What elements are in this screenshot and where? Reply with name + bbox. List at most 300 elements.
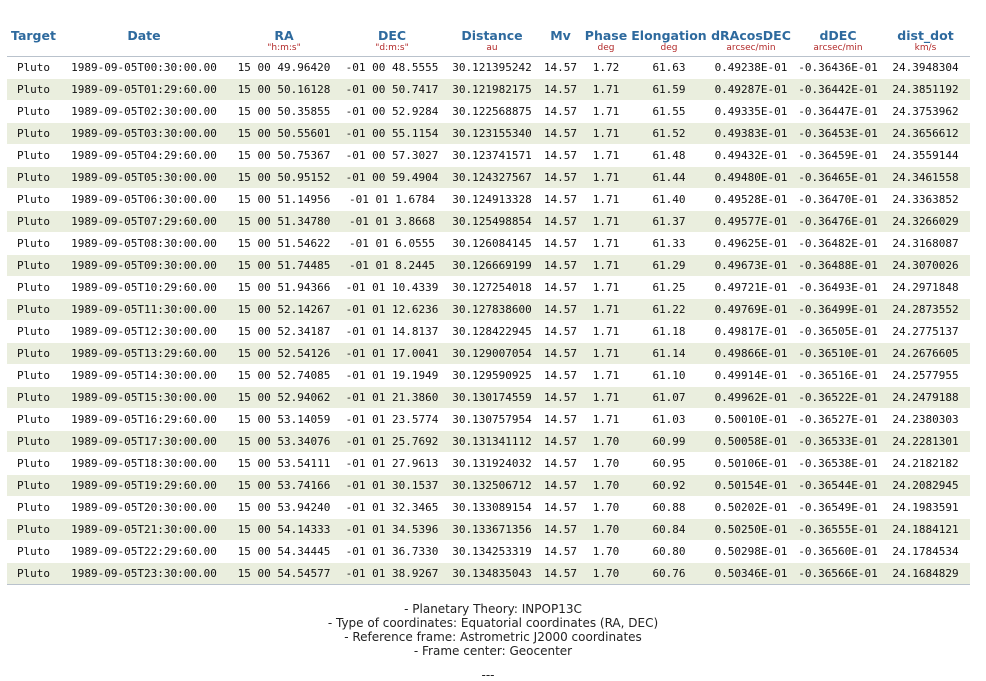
cell-target: Pluto [7,299,60,321]
cell-distance: 30.124913328 [444,189,540,211]
cell-mv: 14.57 [540,365,581,387]
cell-distance: 30.125498854 [444,211,540,233]
cell-ra: 15 00 51.14956 [228,189,340,211]
cell-dec: -01 01 17.0041 [340,343,444,365]
cell-date: 1989-09-05T18:30:00.00 [60,453,228,475]
cell-dec: -01 01 1.6784 [340,189,444,211]
cell-dist-dot: 24.3070026 [881,255,970,277]
cell-distance: 30.126084145 [444,233,540,255]
table-row [7,145,970,167]
cell-dracosdec: 0.49238E-01 [707,57,795,79]
col-unit-dec: "d:m:s" [340,43,444,57]
cell-mv: 14.57 [540,101,581,123]
cell-ddec: -0.36470E-01 [795,189,881,211]
note-coordinate-type: - Type of coordinates: Equatorial coordinates (RA, DEC) [327,616,659,630]
col-unit-dracosdec: arcsec/min [707,43,795,57]
cell-phase: 1.71 [581,145,631,167]
cell-distance: 30.133671356 [444,519,540,541]
col-unit-ddec: arcsec/min [795,43,881,57]
cell-date: 1989-09-05T15:30:00.00 [60,387,228,409]
cell-elongation: 60.99 [631,431,707,453]
cell-phase: 1.71 [581,123,631,145]
cell-date: 1989-09-05T07:29:60.00 [60,211,228,233]
cell-dec: -01 01 12.6236 [340,299,444,321]
cell-target: Pluto [7,189,60,211]
cell-ddec: -0.36499E-01 [795,299,881,321]
cell-elongation: 60.84 [631,519,707,541]
cell-ddec: -0.36522E-01 [795,387,881,409]
col-unit-distance: au [444,43,540,57]
table-row [7,431,970,453]
cell-phase: 1.70 [581,497,631,519]
cell-dracosdec: 0.49721E-01 [707,277,795,299]
cell-dec: -01 01 32.3465 [340,497,444,519]
table-row [7,541,970,563]
cell-phase: 1.70 [581,453,631,475]
table-row [7,475,970,497]
units-row [7,43,970,57]
cell-phase: 1.71 [581,211,631,233]
cell-mv: 14.57 [540,123,581,145]
col-header-date: Date [127,28,161,43]
cell-dist-dot: 24.2577955 [881,365,970,387]
cell-target: Pluto [7,167,60,189]
cell-phase: 1.71 [581,387,631,409]
ephemeris-table-body [7,57,970,585]
cell-date: 1989-09-05T08:30:00.00 [60,233,228,255]
cell-dec: -01 01 27.9613 [340,453,444,475]
cell-dist-dot: 24.2873552 [881,299,970,321]
cell-target: Pluto [7,365,60,387]
cell-ddec: -0.36516E-01 [795,365,881,387]
table-row [7,387,970,409]
cell-elongation: 61.48 [631,145,707,167]
cell-distance: 30.121982175 [444,79,540,101]
col-header-mv: Mv [550,28,571,43]
cell-distance: 30.131341112 [444,431,540,453]
table-row [7,365,970,387]
col-unit-date [60,43,228,57]
cell-dec: -01 00 50.7417 [340,79,444,101]
col-unit-phase: deg [581,43,631,57]
footer-separator: --- [481,668,495,681]
cell-dist-dot: 24.3168087 [881,233,970,255]
cell-dec: -01 01 23.5774 [340,409,444,431]
cell-elongation: 60.92 [631,475,707,497]
cell-date: 1989-09-05T11:30:00.00 [60,299,228,321]
cell-phase: 1.71 [581,277,631,299]
cell-phase: 1.71 [581,233,631,255]
cell-ddec: -0.36459E-01 [795,145,881,167]
cell-ra: 15 00 51.54622 [228,233,340,255]
cell-elongation: 61.52 [631,123,707,145]
cell-mv: 14.57 [540,563,581,585]
cell-target: Pluto [7,321,60,343]
cell-dist-dot: 24.3266029 [881,211,970,233]
cell-target: Pluto [7,101,60,123]
cell-date: 1989-09-05T06:30:00.00 [60,189,228,211]
cell-distance: 30.123155340 [444,123,540,145]
table-row [7,321,970,343]
cell-ra: 15 00 50.35855 [228,101,340,123]
cell-dec: -01 01 3.8668 [340,211,444,233]
note-planetary-theory: - Planetary Theory: INPOP13C [404,602,582,616]
cell-distance: 30.124327567 [444,167,540,189]
cell-dracosdec: 0.50346E-01 [707,563,795,585]
cell-dec: -01 01 25.7692 [340,431,444,453]
table-row [7,519,970,541]
table-row [7,453,970,475]
cell-elongation: 61.18 [631,321,707,343]
cell-distance: 30.123741571 [444,145,540,167]
cell-ra: 15 00 53.14059 [228,409,340,431]
cell-ra: 15 00 53.54111 [228,453,340,475]
cell-dist-dot: 24.2082945 [881,475,970,497]
cell-dracosdec: 0.49817E-01 [707,321,795,343]
cell-date: 1989-09-05T22:29:60.00 [60,541,228,563]
cell-target: Pluto [7,475,60,497]
cell-phase: 1.71 [581,321,631,343]
cell-date: 1989-09-05T13:29:60.00 [60,343,228,365]
col-header-dracosdec: dRAcosDEC [711,28,791,43]
cell-ra: 15 00 50.16128 [228,79,340,101]
cell-ddec: -0.36482E-01 [795,233,881,255]
cell-dist-dot: 24.3656612 [881,123,970,145]
cell-elongation: 61.07 [631,387,707,409]
cell-dist-dot: 24.2182182 [881,453,970,475]
cell-distance: 30.131924032 [444,453,540,475]
cell-ra: 15 00 50.75367 [228,145,340,167]
cell-ddec: -0.36544E-01 [795,475,881,497]
cell-mv: 14.57 [540,167,581,189]
cell-ra: 15 00 52.34187 [228,321,340,343]
cell-ra: 15 00 51.34780 [228,211,340,233]
cell-elongation: 60.95 [631,453,707,475]
cell-dracosdec: 0.49335E-01 [707,101,795,123]
cell-target: Pluto [7,387,60,409]
table-row [7,211,970,233]
cell-dracosdec: 0.49528E-01 [707,189,795,211]
cell-distance: 30.133089154 [444,497,540,519]
cell-phase: 1.71 [581,343,631,365]
table-row [7,79,970,101]
cell-mv: 14.57 [540,387,581,409]
cell-dist-dot: 24.3753962 [881,101,970,123]
cell-date: 1989-09-05T14:30:00.00 [60,365,228,387]
cell-dec: -01 01 36.7330 [340,541,444,563]
cell-ra: 15 00 49.96420 [228,57,340,79]
cell-ra: 15 00 54.54577 [228,563,340,585]
cell-mv: 14.57 [540,475,581,497]
cell-elongation: 61.59 [631,79,707,101]
cell-elongation: 61.33 [631,233,707,255]
cell-date: 1989-09-05T01:29:60.00 [60,79,228,101]
cell-distance: 30.134253319 [444,541,540,563]
note-reference-frame: - Reference frame: Astrometric J2000 coordinates [344,630,642,644]
header-row [7,17,970,43]
cell-dracosdec: 0.49480E-01 [707,167,795,189]
cell-elongation: 60.88 [631,497,707,519]
cell-target: Pluto [7,519,60,541]
cell-target: Pluto [7,233,60,255]
cell-dist-dot: 24.3363852 [881,189,970,211]
cell-dracosdec: 0.50154E-01 [707,475,795,497]
cell-dist-dot: 24.2775137 [881,321,970,343]
col-header-ddec: dDEC [819,28,857,43]
cell-dracosdec: 0.49866E-01 [707,343,795,365]
cell-target: Pluto [7,453,60,475]
cell-ra: 15 00 51.94366 [228,277,340,299]
cell-target: Pluto [7,541,60,563]
cell-distance: 30.132506712 [444,475,540,497]
cell-dec: -01 00 52.9284 [340,101,444,123]
cell-elongation: 61.14 [631,343,707,365]
cell-distance: 30.122568875 [444,101,540,123]
cell-mv: 14.57 [540,233,581,255]
cell-ra: 15 00 51.74485 [228,255,340,277]
cell-dist-dot: 24.2676605 [881,343,970,365]
cell-ddec: -0.36465E-01 [795,167,881,189]
cell-dec: -01 01 34.5396 [340,519,444,541]
table-row [7,57,970,79]
col-header-phase: Phase [584,28,628,43]
cell-date: 1989-09-05T10:29:60.00 [60,277,228,299]
cell-dec: -01 01 8.2445 [340,255,444,277]
cell-elongation: 61.22 [631,299,707,321]
cell-date: 1989-09-05T03:30:00.00 [60,123,228,145]
cell-phase: 1.70 [581,541,631,563]
cell-dracosdec: 0.49577E-01 [707,211,795,233]
cell-dracosdec: 0.49914E-01 [707,365,795,387]
cell-mv: 14.57 [540,277,581,299]
cell-target: Pluto [7,79,60,101]
cell-date: 1989-09-05T19:29:60.00 [60,475,228,497]
col-unit-mv [540,43,581,57]
cell-ra: 15 00 52.94062 [228,387,340,409]
cell-ddec: -0.36476E-01 [795,211,881,233]
cell-elongation: 60.80 [631,541,707,563]
cell-ddec: -0.36560E-01 [795,541,881,563]
table-row [7,409,970,431]
cell-target: Pluto [7,255,60,277]
cell-mv: 14.57 [540,189,581,211]
cell-dec: -01 01 19.1949 [340,365,444,387]
cell-target: Pluto [7,123,60,145]
cell-mv: 14.57 [540,519,581,541]
table-row [7,189,970,211]
cell-dracosdec: 0.49673E-01 [707,255,795,277]
cell-mv: 14.57 [540,299,581,321]
cell-dracosdec: 0.50058E-01 [707,431,795,453]
cell-dist-dot: 24.3559144 [881,145,970,167]
cell-distance: 30.128422945 [444,321,540,343]
cell-mv: 14.57 [540,497,581,519]
cell-elongation: 61.37 [631,211,707,233]
col-unit-ra: "h:m:s" [228,43,340,57]
cell-phase: 1.72 [581,57,631,79]
col-header-ra: RA [274,28,294,43]
cell-phase: 1.71 [581,167,631,189]
ephemeris-notes [0,602,986,658]
cell-ddec: -0.36538E-01 [795,453,881,475]
cell-dec: -01 00 59.4904 [340,167,444,189]
cell-ddec: -0.36453E-01 [795,123,881,145]
cell-dracosdec: 0.49962E-01 [707,387,795,409]
cell-mv: 14.57 [540,255,581,277]
cell-mv: 14.57 [540,343,581,365]
cell-ddec: -0.36555E-01 [795,519,881,541]
cell-target: Pluto [7,145,60,167]
cell-target: Pluto [7,497,60,519]
cell-distance: 30.121395242 [444,57,540,79]
table-row [7,563,970,585]
cell-distance: 30.127254018 [444,277,540,299]
cell-dec: -01 01 6.0555 [340,233,444,255]
col-unit-elongation: deg [631,43,707,57]
cell-target: Pluto [7,343,60,365]
cell-elongation: 61.25 [631,277,707,299]
cell-ddec: -0.36488E-01 [795,255,881,277]
table-row [7,123,970,145]
cell-date: 1989-09-05T21:30:00.00 [60,519,228,541]
cell-distance: 30.130174559 [444,387,540,409]
cell-ra: 15 00 52.74085 [228,365,340,387]
cell-ddec: -0.36527E-01 [795,409,881,431]
cell-dist-dot: 24.2971848 [881,277,970,299]
cell-elongation: 61.44 [631,167,707,189]
table-row [7,277,970,299]
cell-mv: 14.57 [540,79,581,101]
cell-mv: 14.57 [540,431,581,453]
cell-ddec: -0.36505E-01 [795,321,881,343]
cell-dec: -01 01 38.9267 [340,563,444,585]
cell-elongation: 61.29 [631,255,707,277]
cell-dracosdec: 0.49769E-01 [707,299,795,321]
cell-dracosdec: 0.50298E-01 [707,541,795,563]
col-unit-dist-dot: km/s [881,43,970,57]
table-row [7,255,970,277]
cell-target: Pluto [7,409,60,431]
cell-ra: 15 00 52.14267 [228,299,340,321]
cell-elongation: 61.55 [631,101,707,123]
cell-dist-dot: 24.1684829 [881,563,970,585]
cell-ra: 15 00 52.54126 [228,343,340,365]
cell-dist-dot: 24.3461558 [881,167,970,189]
cell-elongation: 60.76 [631,563,707,585]
cell-mv: 14.57 [540,541,581,563]
cell-target: Pluto [7,563,60,585]
cell-phase: 1.71 [581,255,631,277]
cell-elongation: 61.03 [631,409,707,431]
cell-ddec: -0.36493E-01 [795,277,881,299]
cell-dist-dot: 24.1884121 [881,519,970,541]
cell-dec: -01 00 48.5555 [340,57,444,79]
cell-dec: -01 00 57.3027 [340,145,444,167]
cell-ddec: -0.36436E-01 [795,57,881,79]
cell-target: Pluto [7,431,60,453]
cell-ra: 15 00 50.55601 [228,123,340,145]
cell-ddec: -0.36447E-01 [795,101,881,123]
cell-ra: 15 00 54.34445 [228,541,340,563]
cell-dec: -01 00 55.1154 [340,123,444,145]
cell-mv: 14.57 [540,145,581,167]
table-row [7,167,970,189]
cell-dist-dot: 24.3948304 [881,57,970,79]
cell-date: 1989-09-05T20:30:00.00 [60,497,228,519]
cell-phase: 1.71 [581,189,631,211]
cell-phase: 1.70 [581,563,631,585]
cell-phase: 1.71 [581,299,631,321]
cell-dist-dot: 24.1983591 [881,497,970,519]
ephemeris-table [7,17,970,585]
table-row [7,101,970,123]
col-header-distance: Distance [461,28,523,43]
cell-dist-dot: 24.2479188 [881,387,970,409]
cell-target: Pluto [7,211,60,233]
col-unit-target [7,43,60,57]
table-row [7,299,970,321]
table-row [7,343,970,365]
cell-distance: 30.127838600 [444,299,540,321]
col-header-target: Target [11,28,56,43]
cell-distance: 30.129590925 [444,365,540,387]
cell-date: 1989-09-05T09:30:00.00 [60,255,228,277]
cell-date: 1989-09-05T02:30:00.00 [60,101,228,123]
note-frame-center: - Frame center: Geocenter [413,644,573,658]
cell-date: 1989-09-05T16:29:60.00 [60,409,228,431]
cell-distance: 30.134835043 [444,563,540,585]
cell-dracosdec: 0.50202E-01 [707,497,795,519]
cell-phase: 1.71 [581,365,631,387]
cell-distance: 30.129007054 [444,343,540,365]
cell-dracosdec: 0.49287E-01 [707,79,795,101]
cell-dracosdec: 0.49383E-01 [707,123,795,145]
cell-dist-dot: 24.2380303 [881,409,970,431]
cell-date: 1989-09-05T17:30:00.00 [60,431,228,453]
col-header-elongation: Elongation [631,28,707,43]
cell-dec: -01 01 21.3860 [340,387,444,409]
cell-dracosdec: 0.49432E-01 [707,145,795,167]
cell-date: 1989-09-05T12:30:00.00 [60,321,228,343]
cell-phase: 1.70 [581,475,631,497]
cell-date: 1989-09-05T05:30:00.00 [60,167,228,189]
cell-ddec: -0.36549E-01 [795,497,881,519]
cell-ra: 15 00 54.14333 [228,519,340,541]
cell-date: 1989-09-05T23:30:00.00 [60,563,228,585]
cell-phase: 1.70 [581,519,631,541]
cell-dracosdec: 0.50106E-01 [707,453,795,475]
cell-ra: 15 00 53.34076 [228,431,340,453]
cell-target: Pluto [7,277,60,299]
cell-elongation: 61.40 [631,189,707,211]
cell-dist-dot: 24.2281301 [881,431,970,453]
cell-dist-dot: 24.3851192 [881,79,970,101]
cell-dec: -01 01 30.1537 [340,475,444,497]
col-header-dec: DEC [377,28,407,43]
col-header-dist-dot: dist_dot [897,28,954,43]
cell-date: 1989-09-05T04:29:60.00 [60,145,228,167]
cell-mv: 14.57 [540,57,581,79]
cell-distance: 30.130757954 [444,409,540,431]
cell-date: 1989-09-05T00:30:00.00 [60,57,228,79]
cell-dec: -01 01 14.8137 [340,321,444,343]
cell-ddec: -0.36533E-01 [795,431,881,453]
cell-distance: 30.126669199 [444,255,540,277]
cell-phase: 1.71 [581,409,631,431]
table-row [7,497,970,519]
cell-ddec: -0.36442E-01 [795,79,881,101]
cell-phase: 1.70 [581,431,631,453]
